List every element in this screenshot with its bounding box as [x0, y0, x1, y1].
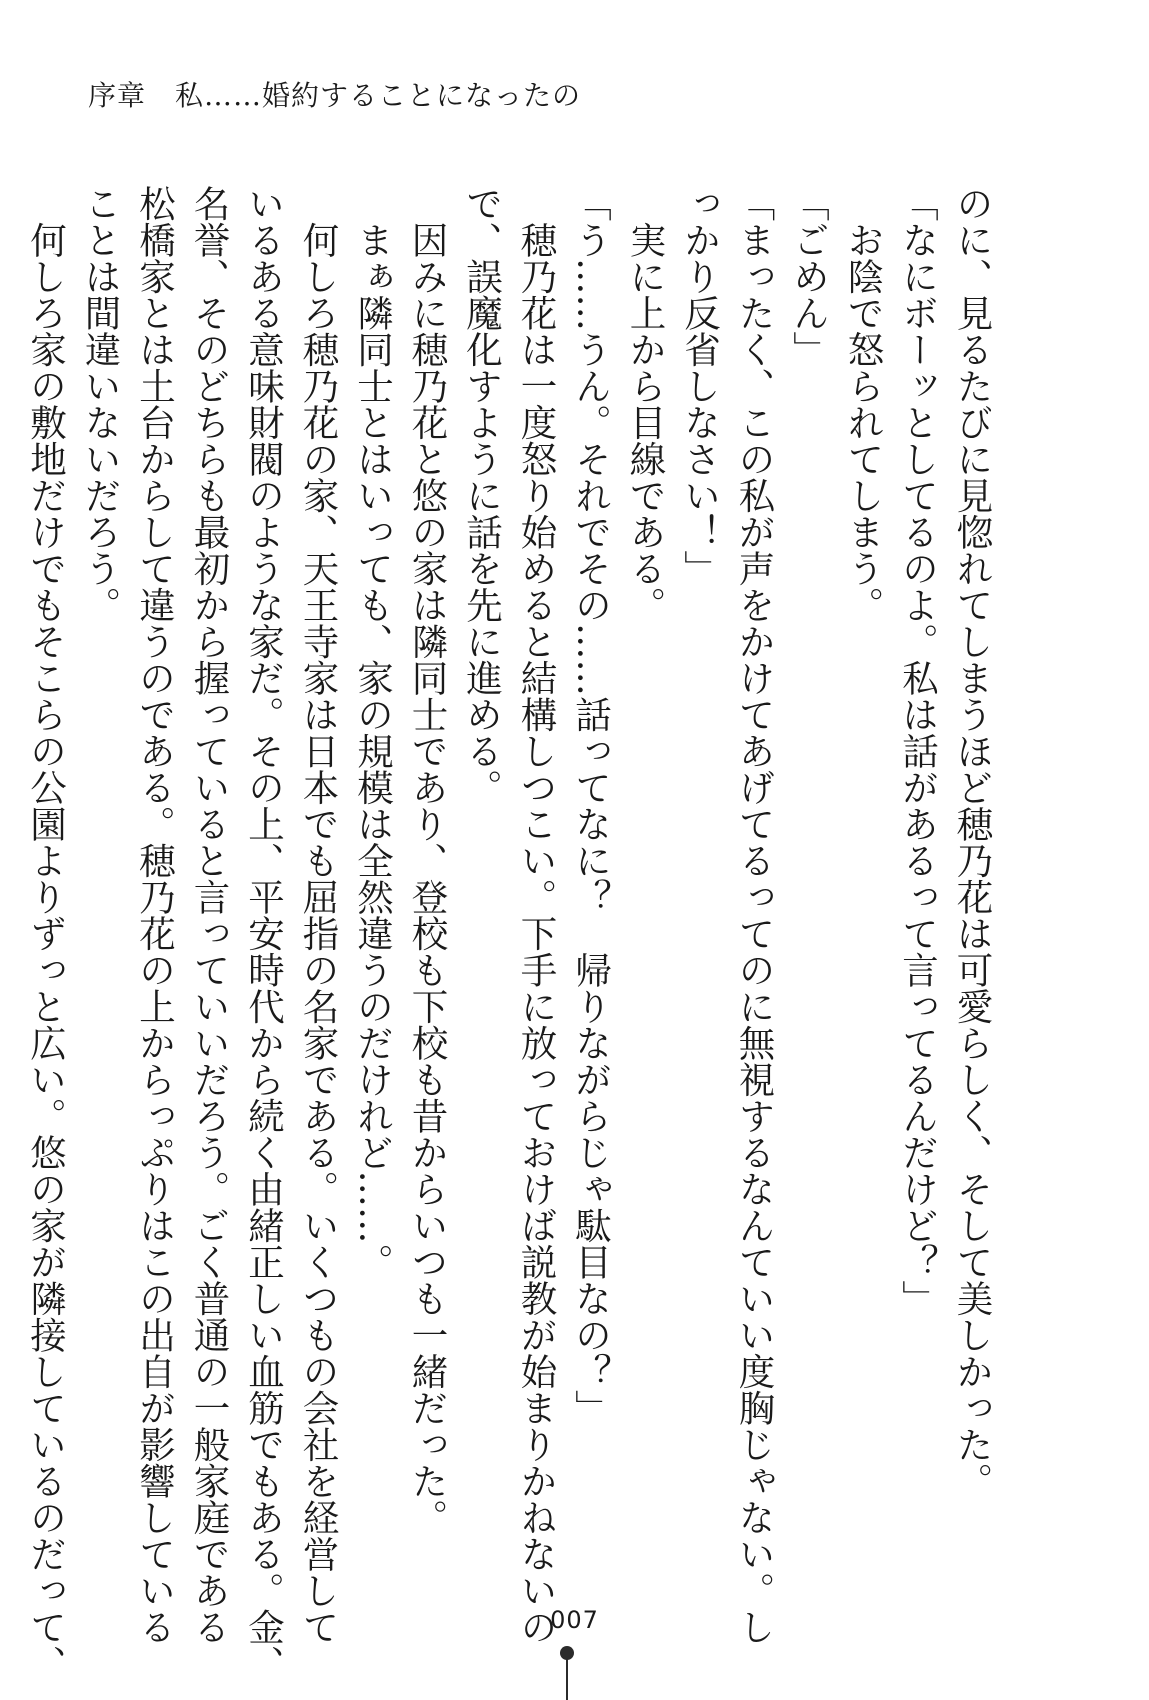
- text-line: 実に上から目線である。: [624, 185, 667, 623]
- text-line: 「なにボーッとしてるのよ。私は話があるって言ってるんだけど？」: [896, 185, 940, 1317]
- text-line: 因みに穂乃花と悠の家は隣同士であり、登校も下校も昔からいつも一緒だった。: [406, 185, 449, 1536]
- running-head-title: 序章 私……婚約することになったの: [88, 79, 582, 112]
- text-line: 何しろ家の敷地だけでもそこらの公園よりずっと広い。悠の家が隣接しているのだって、: [24, 185, 68, 1682]
- text-line: まぁ隣同士とはいっても、家の規模は全然違うのだけれど……。: [351, 185, 395, 1280]
- text-line: 「まったく、この私が声をかけてあげてるってのに無視するなんていい度胸じゃない。し: [733, 185, 776, 1645]
- text-line: 穂乃花は一度怒り始めると結構しつこい。下手に放っておけば説教が始まりかねないの: [515, 185, 558, 1645]
- text-line: で、誤魔化すように話を先に進める。: [460, 185, 504, 806]
- text-line: 松橋家とは土台からして違うのである。穂乃花の上からっぷりはこの出自が影響している: [133, 185, 177, 1645]
- text-line: っかり反省しなさい！」: [678, 185, 722, 587]
- page-number: 007: [550, 1606, 599, 1634]
- ornament-stem: [566, 1656, 568, 1700]
- text-line: お陰で怒られてしまう。: [842, 185, 885, 623]
- text-line: 「ごめん」: [787, 185, 831, 368]
- text-line: 何しろ穂乃花の家、天王寺家は日本でも屈指の名家である。いくつもの会社を経営して: [297, 185, 340, 1645]
- page-marker-ornament: [560, 1646, 574, 1700]
- text-line: のに、見るたびに見惚れてしまうほど穂乃花は可愛らしく、そして美しかった。: [951, 185, 994, 1499]
- text-line: いるある意味財閥のような家だ。その上、平安時代から続く由緒正しい血筋でもある。金、: [242, 185, 286, 1682]
- text-line: 「う……うん。それでその……話ってなに？ 帰りながらじゃ駄目なの？」: [569, 185, 613, 1426]
- text-line: 名誉、そのどちらも最初から握っていると言っていいだろう。ごく普通の一般家庭である: [188, 185, 231, 1645]
- text-line: ことは間違いないだろう。: [79, 185, 122, 623]
